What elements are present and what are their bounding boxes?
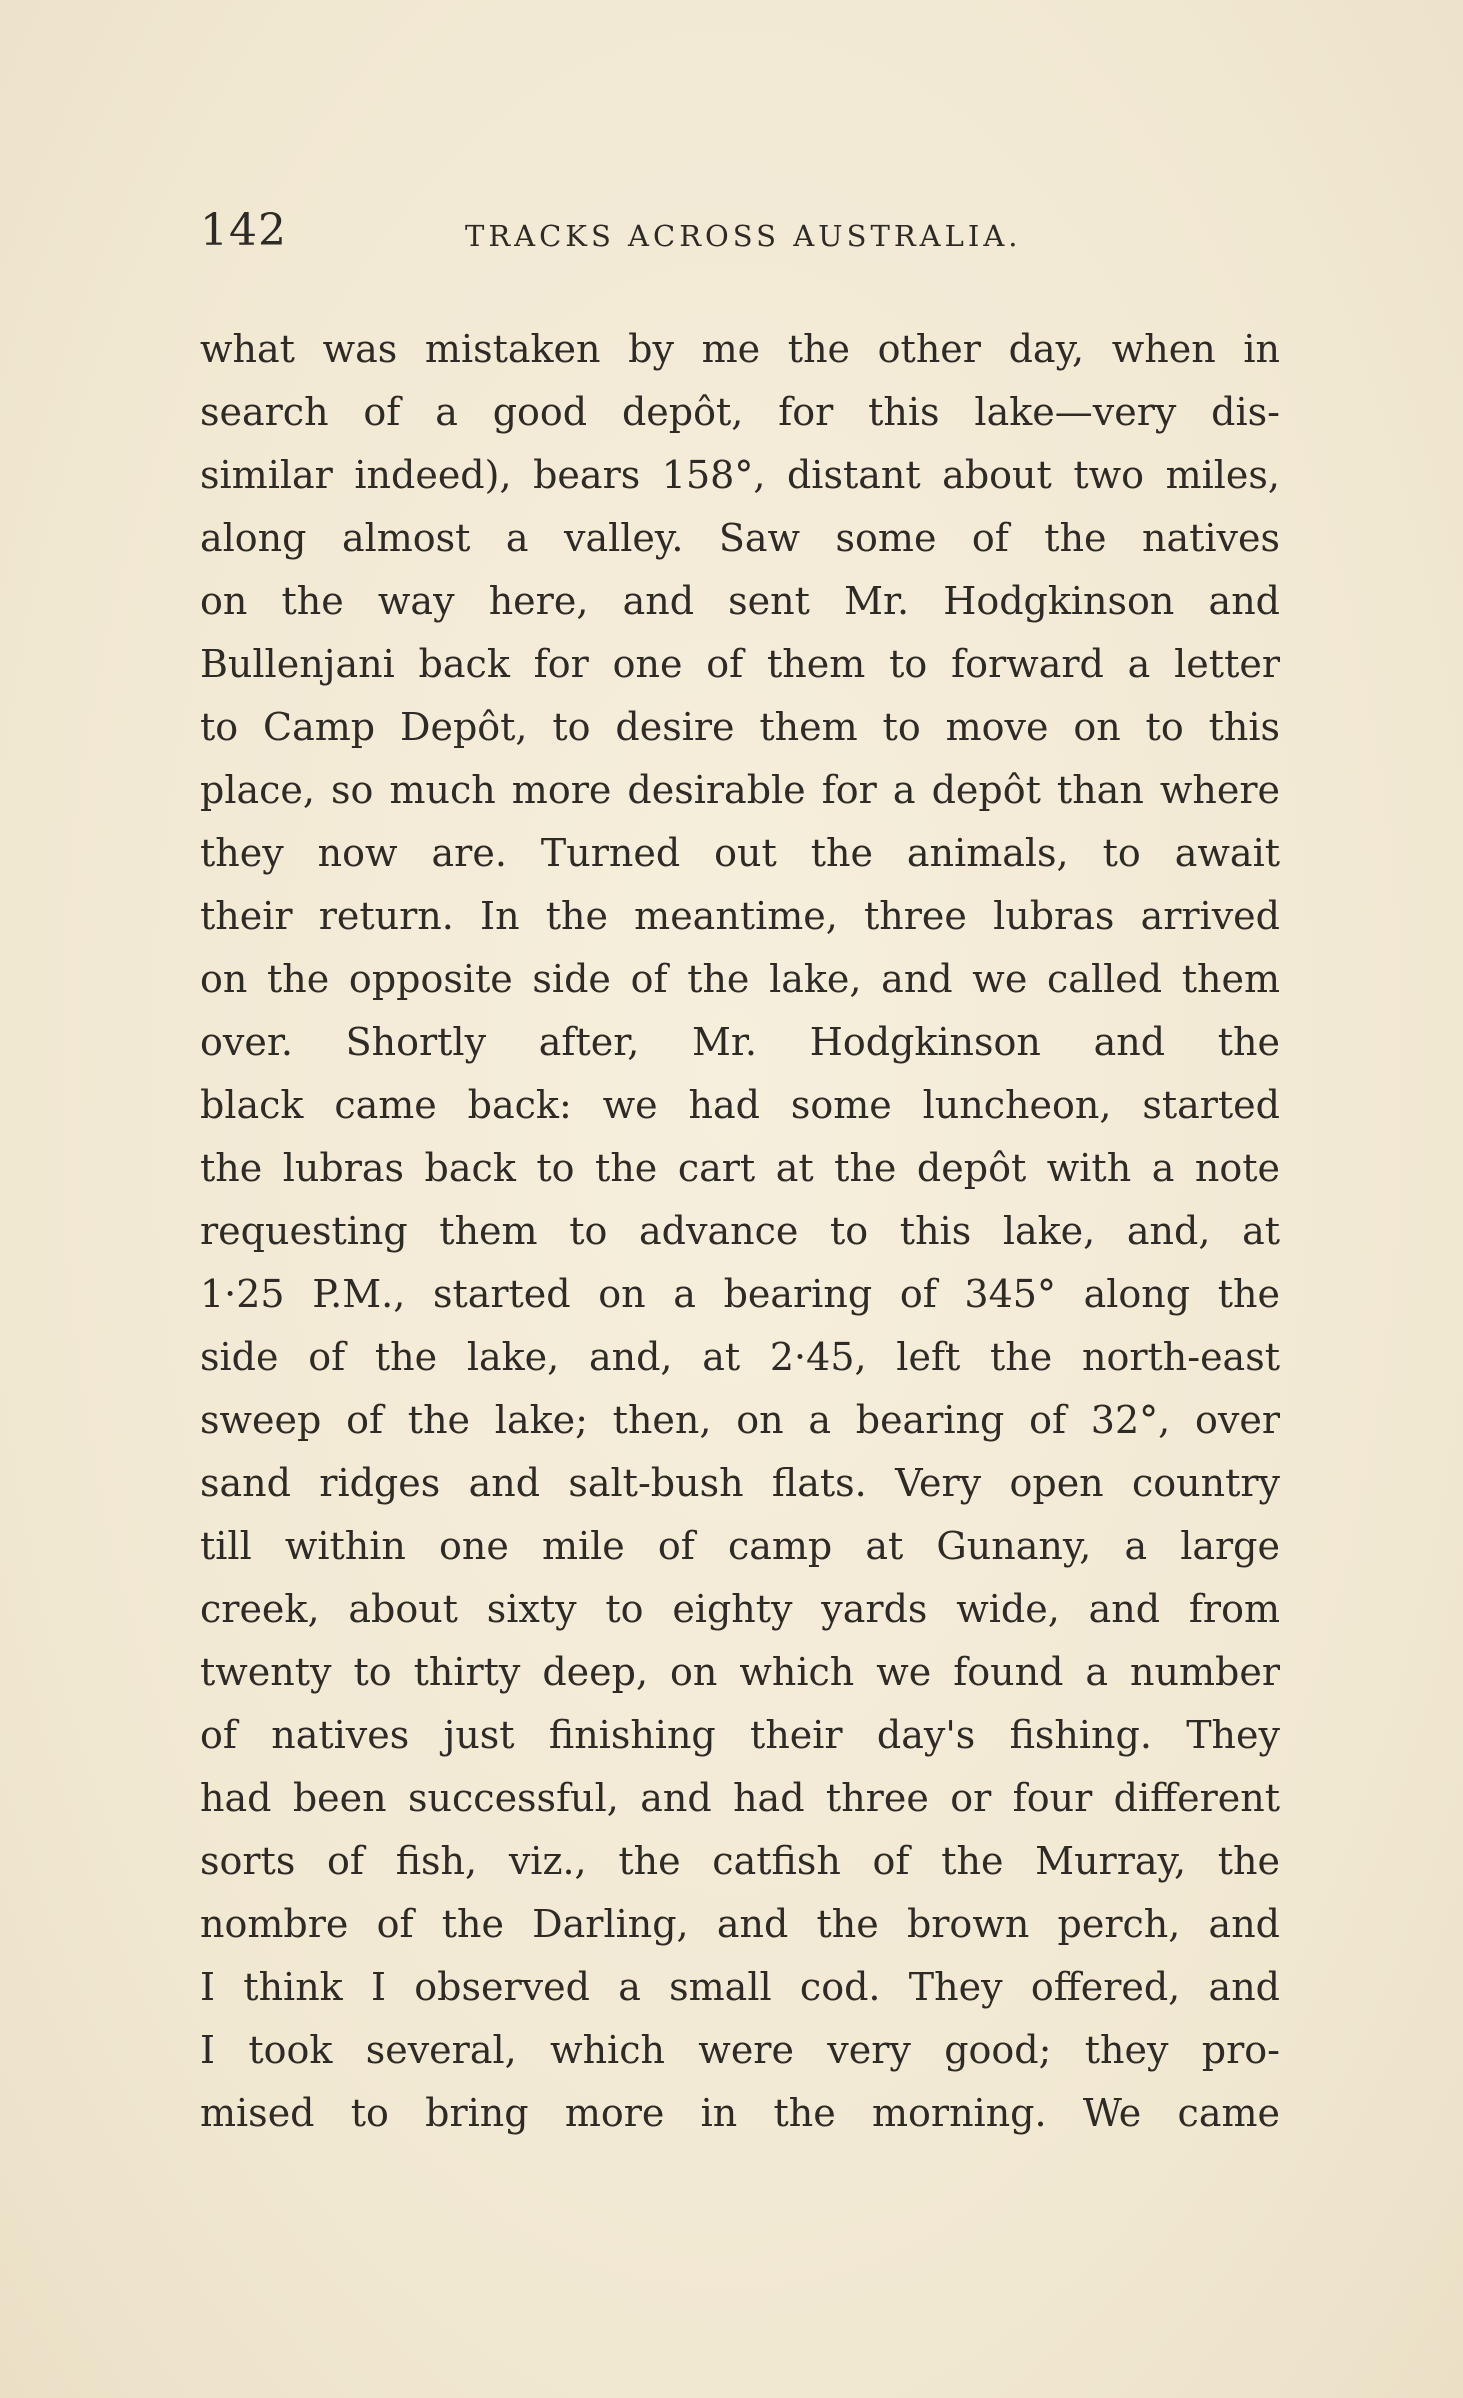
text-line: search of a good depôt, for this lake—very dis- [200,390,1280,434]
body-text [200,318,1280,2145]
running-title: TRACKS ACROSS AUSTRALIA. [465,219,1022,253]
text-line: of natives just finishing their day's fishing. They [200,1713,1280,1757]
text-line: on the way here, and sent Mr. Hodgkinson and [200,579,1280,623]
page-number: 142 [200,205,287,256]
text-line: till within one mile of camp at Gunany, a large [200,1524,1280,1568]
text-line: sweep of the lake; then, on a bearing of 32°, over [200,1398,1280,1442]
text-line: sorts of fish, viz., the catfish of the Murray, the [200,1839,1280,1883]
page-header [200,205,1280,265]
text-line: mised to bring more in the morning. We came [200,2091,1280,2135]
text-line: to Camp Depôt, to desire them to move on to this [200,705,1280,749]
text-line: side of the lake, and, at 2·45, left the north-east [200,1335,1280,1379]
text-line: I took several, which were very good; they pro- [200,2028,1280,2072]
text-line: 1·25 P.M., started on a bearing of 345° along the [200,1272,1280,1316]
text-line: on the opposite side of the lake, and we called them [200,957,1280,1001]
text-line: place, so much more desirable for a depôt than where [200,768,1280,812]
text-line: their return. In the meantime, three lubras arrived [200,894,1280,938]
text-line: along almost a valley. Saw some of the natives [200,516,1280,560]
text-line: what was mistaken by me the other day, when in [200,327,1280,371]
text-line: they now are. Turned out the animals, to await [200,831,1280,875]
text-line: over. Shortly after, Mr. Hodgkinson and the [200,1020,1280,1064]
text-line: creek, about sixty to eighty yards wide, and from [200,1587,1280,1631]
text-line: nombre of the Darling, and the brown perch, and [200,1902,1280,1946]
text-line: similar indeed), bears 158°, distant about two miles, [200,453,1280,497]
text-line: twenty to thirty deep, on which we found a number [200,1650,1280,1694]
text-line: I think I observed a small cod. They offered, and [200,1965,1280,2009]
text-line: the lubras back to the cart at the depôt with a note [200,1146,1280,1190]
text-line: black came back: we had some luncheon, started [200,1083,1280,1127]
text-line: requesting them to advance to this lake, and, at [200,1209,1280,1253]
text-line: Bullenjani back for one of them to forward a letter [200,642,1280,686]
text-line: sand ridges and salt-bush flats. Very open country [200,1461,1280,1505]
text-line: had been successful, and had three or four different [200,1776,1280,1820]
